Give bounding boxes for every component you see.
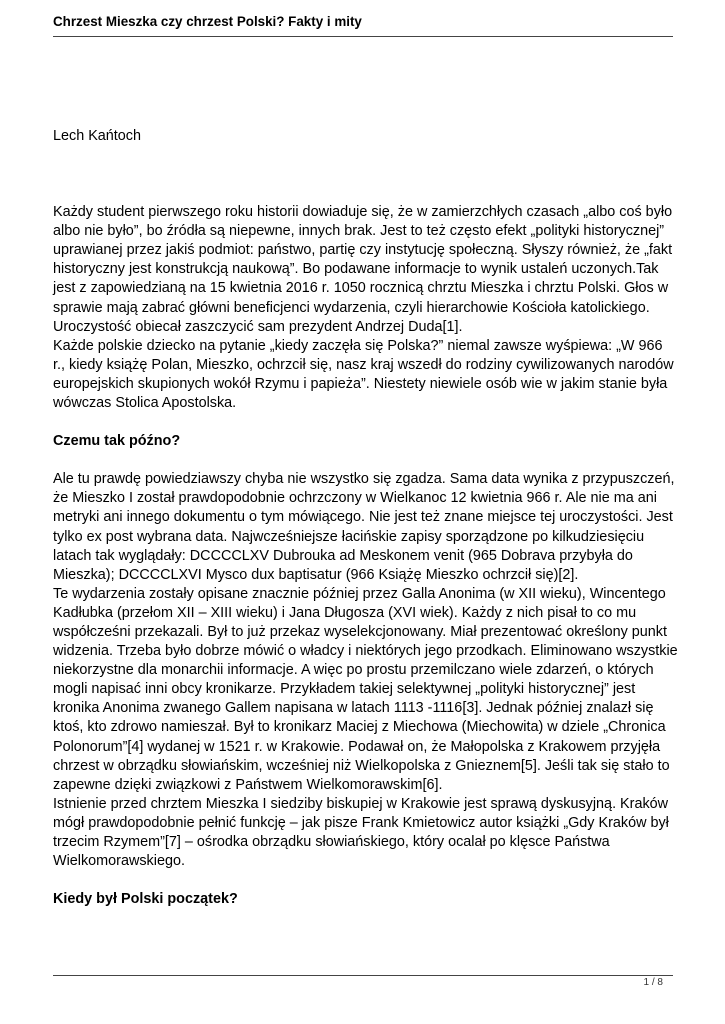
paragraph-krakow: Istnienie przed chrztem Mieszka I siedziby biskupiej w Krakowie jest sprawą dyskusyjną. Kraków mógł prawdopodobnie pełnić funkcję – jak pisze Frank Kmietowicz autor książki „Gdy Kraków był trzecim Rzymem”[7] – ośrodka obrządku słowiańskiego, który ocalał po klęsce Państwa Wielkomorawskiego. bbox=[53, 795, 669, 870]
document-body bbox=[53, 127, 678, 909]
footer-divider bbox=[53, 975, 673, 976]
paragraph-chroniclers: Te wydarzenia zostały opisane znacznie później przez Galla Anonima (w XII wieku), Wincentego Kadłubka (przełom XII – XIII wieku) i Jana Długosza (XVI wiek). Każdy z nich pisał to co mu współcześni przekazali. Był to już przekaz wyselekcjonowany. Miał prezentować określony punkt widzenia. Trzeba było dobrze mówić o władcy i niektórych jego przodkach. Eliminowano wszystkie niekorzystne dla monarchii informacje. A więc po prostu przemilczano wiele zdarzeń, o których mogli napisać inni obcy kronikarze. Przykładem takiej selektywnej „polityki historycznej” jest kronika Anonima zwanego Gallem napisana w latach 1113 -1116[3]. Jednak później znalazł się ktoś, kto zdrowo namieszał. Był to kronikarz Maciej z Miechowa (Miechowita) w dziele „Chronica Polonorum”[4] wydanej w 1521 r. w Krakowie. Podawał on, że Małopolska z Krakowem przyjęła chrzest w obrządku słowiańskim, wcześniej niż Wielkopolska z Gnieznem[5]. Jeśli tak się stało to zapewne dzięki związkowi z Państwem Wielkomorawskim[6]. bbox=[53, 585, 678, 793]
paragraph-children: Każde polskie dziecko na pytanie „kiedy zaczęła się Polska?” niemal zawsze wyśpiewa: „W 966 r., kiedy książę Polan, Mieszko, ochrzcił się, nasz kraj wszedł do rodziny cywilizowanych narodów europejskich skupionych wokół Rzymu i papieża”. Niestety niewiele osób wie w jakim stanie była wówczas Stolica Apostolska. bbox=[53, 337, 674, 412]
section-heading-beginning: Kiedy był Polski początek? bbox=[53, 891, 238, 908]
author-name: Lech Kańtoch bbox=[53, 128, 142, 144]
header-divider bbox=[53, 36, 673, 37]
section-heading-why-late: Czemu tak późno? bbox=[53, 433, 181, 450]
page-number: 1 / 8 bbox=[643, 977, 663, 988]
paragraph-dates: Ale tu prawdę powiedziawszy chyba nie wszystko się zgadza. Sama data wynika z przypuszczeń, że Mieszko I został prawdopodobnie ochrzczony w Wielkanoc 12 kwietnia 966 r. Ale nie ma ani metryki ani innego dokumentu o tym mówiącego. Nie jest też znane miejsce tej uroczystości. Jest tylko ex post wybrana data. Najwcześniejsze łacińskie zapisy sporządzone po kilkudziesięciu latach tak wyglądały: DCCCCLXV Dubrouka ad Meskonem venit (965 Dobrava przybyła do Mieszka); DCCCCLXVI Mysco dux baptisatur (966 Książę Mieszko ochrzcił się)[2]. bbox=[53, 471, 675, 583]
document-title: Chrzest Mieszka czy chrzest Polski? Fakty i mity bbox=[53, 14, 362, 29]
paragraph-intro: Każdy student pierwszego roku historii dowiaduje się, że w zamierzchłych czasach „albo coś było albo nie było”, bo źródła są niepewne, innych brak. Jest to też często efekt „polityki historycznej” uprawianej przez jakiś podmiot: państwo, partię czy instytucję społeczną. Słyszy również, że „fakt historyczny jest konstrukcją naukową”. Bo podawane informacje to wynik ustaleń uczonych.Tak jest z zapowiedzianą na 15 kwietnia 2016 r. 1050 rocznicą chrztu Mieszka i chrztu Polski. Głos w sprawie mają zabrać główni beneficjenci wydarzenia, czyli hierarchowie Kościoła katolickiego. Uroczystość obiecał zaszczycić sam prezydent Andrzej Duda[1]. bbox=[53, 204, 673, 335]
